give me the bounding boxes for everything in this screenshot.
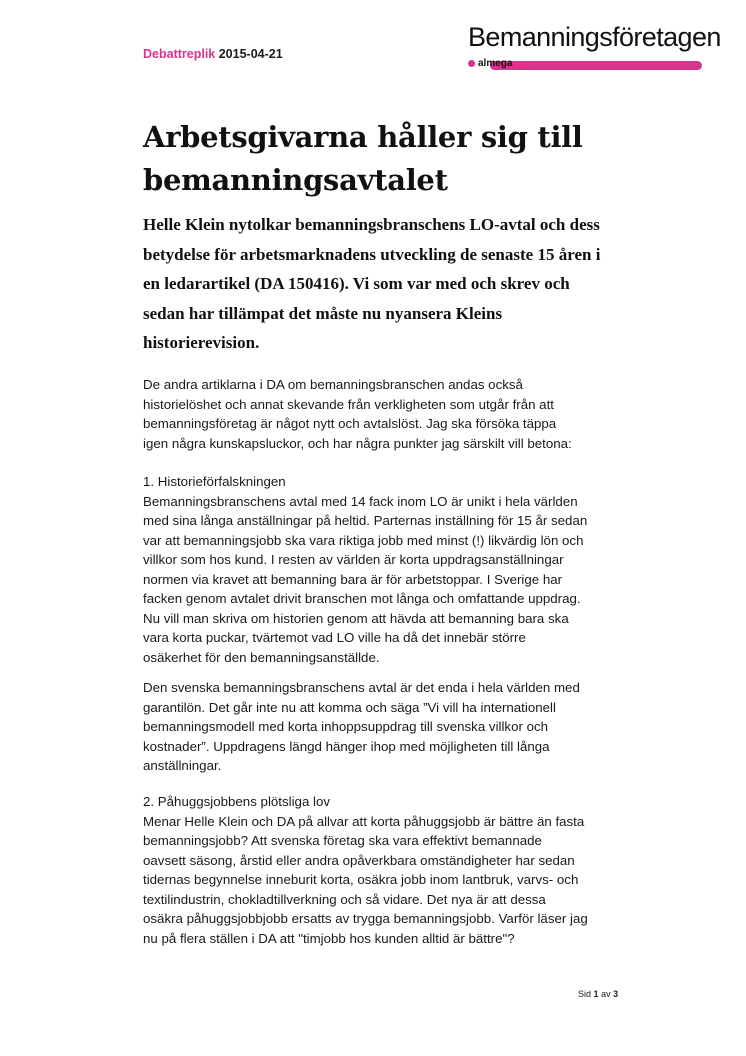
logo-wordmark: Bemanningsföretagen (468, 22, 721, 52)
page-number-current: 1 (593, 989, 599, 999)
page-number-sep: av (601, 989, 611, 999)
article-type-header (143, 47, 283, 61)
body-paragraph: Den svenska bemanningsbranschens avtal är det enda i hela världen med garantilön. Det går inte nu att komma och säga ”Vi vill ha internationell bemanningsmodell med korta inhoppsuppdrag till svenska villkor och kostnader”. Uppdragens längd hänger ihop med möjligheten till långa anställningar. (143, 680, 580, 773)
logo-dot-icon (468, 60, 475, 67)
page-number (578, 989, 618, 999)
body-paragraph: 1. Historieförfalskningen Bemanningsbranschens avtal med 14 fack inom LO är unikt i hela världen med sina långa anställningar på heltid. Parternas inställning för 15 år sedan var att bemanningsjobb ska vara riktiga jobb med minst (!) likvärdig lön och villkor som hos kund. I resten av världen är korta uppdragsanställningar normen via kravet att bemanning bara är för arbetstoppar. I Sverige har facken genom avtalet drivit branschen mot långa och omfattande uppdrag. Nu vill man skriva om historien genom att hävda att bemanning bara ska vara korta puckar, tvärtemot vad LO ville ha då det innebär större osäkerhet för den bemanningsanställde. (143, 474, 588, 665)
body-paragraph: De andra artiklarna i DA om bemanningsbranschen andas också historielöshet och annat skevande från verkligheten som utgår från att bemanningsföretag är något nytt och avtalslöst. Jag ska försöka täppa igen några kunskapsluckor, och har några punkter jag särskilt vill betona: (143, 377, 572, 451)
article-kind: Debattreplik (143, 47, 216, 61)
article-date: 2015-04-21 (218, 47, 283, 61)
company-logo (468, 22, 721, 74)
page-number-total: 3 (613, 989, 619, 999)
page-number-prefix: Sid (578, 989, 592, 999)
logo-sub-text: almega (478, 58, 513, 69)
article-lead: Helle Klein nytolkar bemanningsbranschens LO-avtal och dess betydelse för arbetsmarknadens utveckling de senaste 15 åren i en ledarartikel (DA 150416). Vi som var med och skrev och sedan har tillämpat det måste nu nyansera Kleins historierevision. (143, 215, 601, 352)
logo-subline (468, 58, 512, 69)
body-paragraph: 2. Påhuggsjobbens plötsliga lov Menar Helle Klein och DA på allvar att korta påhuggsjobb är bättre än fasta bemanningsjobb? Att svenska företag ska vara effektivt bemannade oavsett säsong, årstid eller andra opåverkbara omständigheter har sedan tidernas begynnelse inneburit korta, osäkra jobb inom lantbruk, varvs- och textilindustrin, chokladtillverkning och så vidare. Det nya är att dessa osäkra påhuggsjobbjobb ersatts av trygga bemanningsjobb. Varför läser jag nu på flera ställen i DA att "timjobb hos kunden alltid är bättre"? (143, 794, 588, 946)
logo-accent-bar (490, 61, 702, 70)
article-title: Arbetsgivarna håller sig till bemanningsavtalet (143, 120, 583, 197)
